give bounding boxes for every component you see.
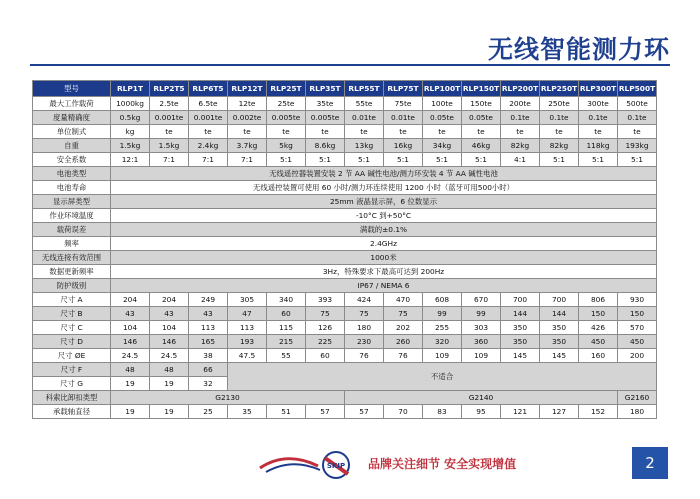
table-cell: 16kg [384, 139, 423, 153]
table-row [33, 209, 657, 223]
table-cell: 13kg [345, 139, 384, 153]
table-cell: 0.01te [384, 111, 423, 125]
table-cell: 32 [189, 377, 228, 391]
span-cell: IP67 / NEMA 6 [111, 279, 657, 293]
row-label: 尺寸 ØE [33, 349, 111, 363]
table-row [33, 167, 657, 181]
table-cell: 150 [618, 307, 657, 321]
table-cell: 109 [462, 349, 501, 363]
shackle-group: G2130 [111, 391, 345, 405]
table-cell: te [501, 125, 540, 139]
table-cell: 1000kg [111, 97, 150, 111]
table-cell: 121 [501, 405, 540, 419]
table-cell: 0.01te [345, 111, 384, 125]
table-cell: 215 [267, 335, 306, 349]
table-row [33, 97, 657, 111]
table-cell: 6.5te [189, 97, 228, 111]
table-cell: 113 [228, 321, 267, 335]
table-cell: 5:1 [306, 153, 345, 167]
span-cell: 无线遥控装置可使用 60 小时/测力环连续使用 1200 小时（蓝牙可用500小时） [111, 181, 657, 195]
table-cell: kg [111, 125, 150, 139]
table-cell: te [150, 125, 189, 139]
table-cell: 0.1te [618, 111, 657, 125]
table-cell: 260 [384, 335, 423, 349]
row-label: 无线连接有效范围 [33, 251, 111, 265]
table-cell: 25 [189, 405, 228, 419]
table-cell: 7:1 [150, 153, 189, 167]
table-cell: 5:1 [345, 153, 384, 167]
table-cell: 570 [618, 321, 657, 335]
table-cell: 0.001te [150, 111, 189, 125]
table-cell: 75 [384, 307, 423, 321]
table-cell: 450 [579, 335, 618, 349]
model-header: RLP6T5 [189, 81, 228, 97]
skip-logo [258, 450, 356, 480]
model-header: RLP250T [540, 81, 579, 97]
table-cell: 350 [540, 335, 579, 349]
table-cell: 104 [150, 321, 189, 335]
table-cell: 100te [423, 97, 462, 111]
table-cell: 75te [384, 97, 423, 111]
table-cell: 43 [111, 307, 150, 321]
table-cell: 0.5kg [111, 111, 150, 125]
table-cell: 320 [423, 335, 462, 349]
table-row [33, 153, 657, 167]
table-cell: 76 [384, 349, 423, 363]
table-cell: 38 [189, 349, 228, 363]
table-cell: 46kg [462, 139, 501, 153]
title-rule [30, 64, 670, 66]
table-cell: 7:1 [189, 153, 228, 167]
table-row [33, 139, 657, 153]
table-cell: 2.4kg [189, 139, 228, 153]
table-row [33, 111, 657, 125]
table-row [33, 181, 657, 195]
table-cell: 150 [579, 307, 618, 321]
table-cell: 76 [345, 349, 384, 363]
model-header: RLP500T [618, 81, 657, 97]
table-cell: 55 [267, 349, 306, 363]
table-cell: 5:1 [579, 153, 618, 167]
table-cell: 55te [345, 97, 384, 111]
table-row [33, 279, 657, 293]
table-cell: 35te [306, 97, 345, 111]
table-cell: 193kg [618, 139, 657, 153]
table-row [33, 391, 657, 405]
table-cell: 806 [579, 293, 618, 307]
table-cell: 150te [462, 97, 501, 111]
table-cell: 99 [462, 307, 501, 321]
not-applicable-cell: 不适合 [228, 363, 657, 391]
table-cell: 82kg [540, 139, 579, 153]
table-cell: 225 [306, 335, 345, 349]
table-cell: 104 [111, 321, 150, 335]
page-title: 无线智能测力环 [487, 35, 670, 64]
table-cell: 145 [501, 349, 540, 363]
table-cell: 5:1 [462, 153, 501, 167]
table-cell: te [384, 125, 423, 139]
table-cell: te [579, 125, 618, 139]
table-cell: 393 [306, 293, 345, 307]
table-cell: 165 [189, 335, 228, 349]
row-label: 显示屏类型 [33, 195, 111, 209]
table-cell: 0.002te [228, 111, 267, 125]
table-cell: 360 [462, 335, 501, 349]
row-label: 电池类型 [33, 167, 111, 181]
table-cell: 0.005te [267, 111, 306, 125]
table-cell: 83 [423, 405, 462, 419]
table-cell: 160 [579, 349, 618, 363]
row-label: 尺寸 G [33, 377, 111, 391]
table-cell: 25te [267, 97, 306, 111]
table-cell: 24.5 [150, 349, 189, 363]
table-cell: 5:1 [267, 153, 306, 167]
table-cell: 144 [540, 307, 579, 321]
model-header: RLP2T5 [150, 81, 189, 97]
table-cell: 43 [150, 307, 189, 321]
table-cell: 12:1 [111, 153, 150, 167]
shackle-group: G2140 [345, 391, 618, 405]
span-cell: 3Hz，特殊要求下最高可达到 200Hz [111, 265, 657, 279]
table-cell: 0.1te [540, 111, 579, 125]
page-number: 2 [632, 447, 668, 479]
table-cell: 47 [228, 307, 267, 321]
table-row [33, 363, 657, 377]
table-cell: 608 [423, 293, 462, 307]
row-label: 尺寸 A [33, 293, 111, 307]
table-cell: 75 [345, 307, 384, 321]
table-cell: 19 [111, 377, 150, 391]
table-cell: 204 [111, 293, 150, 307]
table-cell: 51 [267, 405, 306, 419]
row-label: 防护级别 [33, 279, 111, 293]
table-cell: te [462, 125, 501, 139]
table-cell: 47.5 [228, 349, 267, 363]
table-cell: 930 [618, 293, 657, 307]
table-cell: te [189, 125, 228, 139]
table-cell: 700 [540, 293, 579, 307]
table-row [33, 195, 657, 209]
table-cell: 426 [579, 321, 618, 335]
table-cell: 57 [306, 405, 345, 419]
model-header: RLP25T [267, 81, 306, 97]
table-cell: 0.1te [579, 111, 618, 125]
model-header: RLP300T [579, 81, 618, 97]
row-label: 尺寸 C [33, 321, 111, 335]
table-cell: te [540, 125, 579, 139]
table-cell: te [306, 125, 345, 139]
spec-table [32, 80, 657, 419]
table-cell: 250te [540, 97, 579, 111]
table-row [33, 223, 657, 237]
table-cell: 670 [462, 293, 501, 307]
row-label: 尺寸 B [33, 307, 111, 321]
row-label: 尺寸 D [33, 335, 111, 349]
row-label: 数据更新频率 [33, 265, 111, 279]
span-cell: 满载的±0.1% [111, 223, 657, 237]
model-header: RLP100T [423, 81, 462, 97]
model-header: RLP12T [228, 81, 267, 97]
table-cell: te [228, 125, 267, 139]
table-cell: 200 [618, 349, 657, 363]
table-cell: 99 [423, 307, 462, 321]
table-cell: 303 [462, 321, 501, 335]
table-cell: 1.5kg [111, 139, 150, 153]
table-cell: 48 [111, 363, 150, 377]
row-label: 安全系数 [33, 153, 111, 167]
table-row [33, 125, 657, 139]
table-cell: 470 [384, 293, 423, 307]
table-cell: 350 [501, 321, 540, 335]
row-label: 承载轴直径 [33, 405, 111, 419]
table-cell: 5:1 [384, 153, 423, 167]
table-row [33, 405, 657, 419]
row-label: 自重 [33, 139, 111, 153]
table-cell: te [618, 125, 657, 139]
table-row [33, 251, 657, 265]
table-cell: 700 [501, 293, 540, 307]
model-header: RLP55T [345, 81, 384, 97]
table-cell: 109 [423, 349, 462, 363]
table-row [33, 237, 657, 251]
header-row [33, 81, 657, 97]
table-cell: 424 [345, 293, 384, 307]
row-label: 电池寿命 [33, 181, 111, 195]
row-label: 度量精确度 [33, 111, 111, 125]
table-cell: 249 [189, 293, 228, 307]
table-cell: 146 [150, 335, 189, 349]
table-row [33, 265, 657, 279]
table-cell: 340 [267, 293, 306, 307]
table-row [33, 335, 657, 349]
table-cell: 193 [228, 335, 267, 349]
span-cell: 25mm 液晶显示屏，6 位数显示 [111, 195, 657, 209]
model-header: RLP1T [111, 81, 150, 97]
table-cell: 0.001te [189, 111, 228, 125]
slogan: 品牌关注细节 安全实现增值 [368, 457, 517, 471]
table-cell: 60 [267, 307, 306, 321]
table-cell: 2.5te [150, 97, 189, 111]
table-cell: 152 [579, 405, 618, 419]
table-cell: 500te [618, 97, 657, 111]
table-cell: 57 [345, 405, 384, 419]
table-cell: 5:1 [618, 153, 657, 167]
logo-text: SKIP [326, 462, 346, 470]
row-label: 科索比卸扣类型 [33, 391, 111, 405]
table-cell: 24.5 [111, 349, 150, 363]
table-row [33, 307, 657, 321]
table-cell: 127 [540, 405, 579, 419]
row-label: 作业环境温度 [33, 209, 111, 223]
table-cell: 200te [501, 97, 540, 111]
table-cell: 95 [462, 405, 501, 419]
table-cell: 12te [228, 97, 267, 111]
table-cell: 5:1 [423, 153, 462, 167]
span-cell: -10°C 到+50°C [111, 209, 657, 223]
span-cell: 2.4GHz [111, 237, 657, 251]
table-cell: 204 [150, 293, 189, 307]
table-cell: 126 [306, 321, 345, 335]
model-header: RLP75T [384, 81, 423, 97]
table-cell: 146 [111, 335, 150, 349]
table-cell: 70 [384, 405, 423, 419]
table-cell: 0.05te [462, 111, 501, 125]
table-cell: 0.1te [501, 111, 540, 125]
table-cell: 4:1 [501, 153, 540, 167]
row-label: 频率 [33, 237, 111, 251]
table-cell: 450 [618, 335, 657, 349]
table-cell: 34kg [423, 139, 462, 153]
model-header: RLP200T [501, 81, 540, 97]
table-cell: 350 [540, 321, 579, 335]
table-cell: 48 [150, 363, 189, 377]
table-cell: te [423, 125, 462, 139]
model-header: RLP35T [306, 81, 345, 97]
row-label: 单位制式 [33, 125, 111, 139]
table-cell: 1.5kg [150, 139, 189, 153]
table-cell: 82kg [501, 139, 540, 153]
table-cell: 19 [111, 405, 150, 419]
table-cell: te [267, 125, 306, 139]
table-cell: 43 [189, 307, 228, 321]
table-cell: 115 [267, 321, 306, 335]
shackle-group: G2160 [618, 391, 657, 405]
table-cell: 118kg [579, 139, 618, 153]
table-cell: 19 [150, 377, 189, 391]
table-cell: 7:1 [228, 153, 267, 167]
table-cell: 180 [618, 405, 657, 419]
table-cell: 305 [228, 293, 267, 307]
table-row [33, 293, 657, 307]
table-cell: 19 [150, 405, 189, 419]
table-cell: 350 [501, 335, 540, 349]
row-label: 尺寸 F [33, 363, 111, 377]
table-cell: 35 [228, 405, 267, 419]
table-cell: 300te [579, 97, 618, 111]
table-cell: 0.005te [306, 111, 345, 125]
table-cell: 75 [306, 307, 345, 321]
table-cell: te [345, 125, 384, 139]
row-label: 最大工作载荷 [33, 97, 111, 111]
table-cell: 144 [501, 307, 540, 321]
table-cell: 3.7kg [228, 139, 267, 153]
table-cell: 230 [345, 335, 384, 349]
span-cell: 1000米 [111, 251, 657, 265]
span-cell: 无线遥控器装置安装 2 节 AA 碱性电池/测力环安装 4 节 AA 碱性电池 [111, 167, 657, 181]
row-label: 载荷误差 [33, 223, 111, 237]
table-cell: 66 [189, 363, 228, 377]
row-label: 型号 [33, 81, 111, 97]
table-cell: 113 [189, 321, 228, 335]
table-cell: 202 [384, 321, 423, 335]
table-cell: 8.6kg [306, 139, 345, 153]
table-cell: 180 [345, 321, 384, 335]
table-cell: 145 [540, 349, 579, 363]
table-cell: 0.05te [423, 111, 462, 125]
table-row [33, 349, 657, 363]
table-cell: 5kg [267, 139, 306, 153]
table-cell: 60 [306, 349, 345, 363]
table-cell: 255 [423, 321, 462, 335]
table-row [33, 321, 657, 335]
table-cell: 5:1 [540, 153, 579, 167]
model-header: RLP150T [462, 81, 501, 97]
